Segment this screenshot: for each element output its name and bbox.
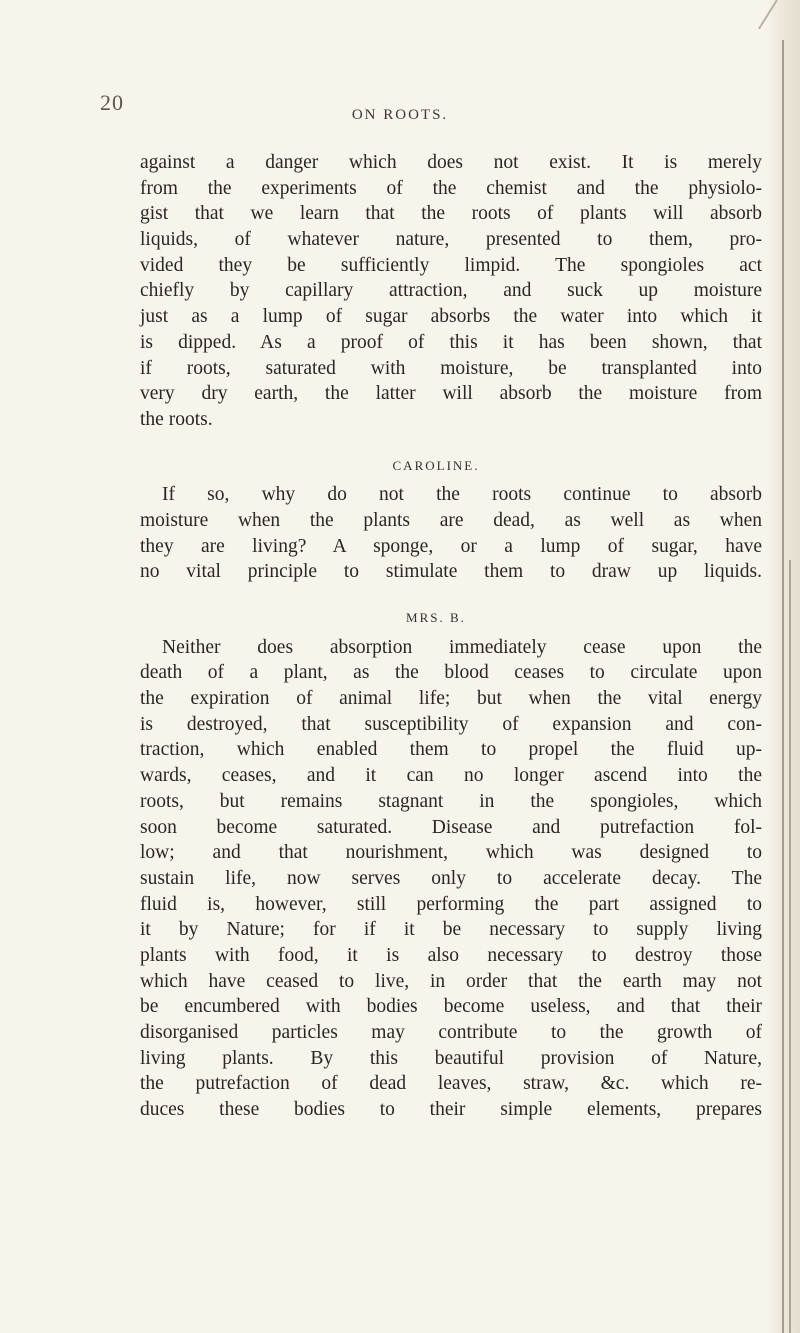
text-line: which have ceased to live, in order that the earth may not [140,970,762,992]
paragraph-1 [140,150,762,433]
text-line: gist that we learn that the roots of plants will absorb [140,203,762,225]
text-line: traction, which enabled them to propel the fluid up- [140,739,762,761]
text-line: duces these bodies to their simple elements, prepares [140,1099,762,1121]
text-line: be encumbered with bodies become useless, and that their [140,996,762,1018]
text-line: is destroyed, that susceptibility of expansion and con- [140,713,762,735]
text-line: just as a lump of sugar absorbs the water into which it [140,306,762,328]
text-line: moisture when the plants are dead, as well as when [140,509,762,531]
page-edge-line-inner [789,560,791,1333]
body-text [140,150,762,1123]
text-line: the roots. [140,408,213,430]
text-line: Neither does absorption immediately cease upon the [162,636,762,658]
text-line: is dipped. As a proof of this it has been shown, that [140,331,762,353]
text-line: plants with food, it is also necessary to destroy those [140,944,762,966]
page-edge-line [782,40,784,1333]
text-line: it by Nature; for if it be necessary to supply living [140,919,762,941]
text-line: roots, but remains stagnant in the spongioles, which [140,790,762,812]
paragraph-2 [140,482,762,585]
text-line: they are living? A sponge, or a lump of sugar, have [140,535,762,557]
text-line: very dry earth, the latter will absorb the moisture from [140,383,762,405]
text-line: against a danger which does not exist. It is merely [140,152,762,173]
text-line: living plants. By this beautiful provision of Nature, [140,1047,762,1069]
text-line: liquids, of whatever nature, presented to them, pro- [140,229,762,251]
text-line: wards, ceases, and it can no longer ascend into the [140,765,762,787]
text-line: chiefly by capillary attraction, and suck up moisture [140,280,762,302]
speaker-label-caroline: CAROLINE. [392,457,480,473]
text-line: if roots, saturated with moisture, be transplanted into [140,357,762,379]
text-line: fluid is, however, still performing the part assigned to [140,893,762,915]
text-line: disorganised particles may contribute to the growth of [140,1022,762,1043]
text-line: sustain life, now serves only to accelerate decay. The [140,867,762,889]
text-line: no vital principle to stimulate them to draw up liquids. [140,561,762,583]
paragraph-3 [140,635,762,1123]
page-number: 20 [100,90,124,115]
speaker-label-mrs-b: MRS. B. [406,610,466,625]
text-line: If so, why do not the roots continue to absorb [162,484,762,506]
text-line: soon become saturated. Disease and putrefaction fol- [140,816,762,838]
text-line: vided they be sufficiently limpid. The spongioles act [140,254,762,276]
text-line: the expiration of animal life; but when the vital energy [140,688,762,710]
text-line: low; and that nourishment, which was designed to [140,842,762,864]
text-line: the putrefaction of dead leaves, straw, &c. which re- [140,1073,762,1095]
text-line: death of a plant, as the blood ceases to circulate upon [140,662,762,684]
running-head: ON ROOTS. [351,107,449,123]
text-line: from the experiments of the chemist and the physiolo- [140,177,762,199]
